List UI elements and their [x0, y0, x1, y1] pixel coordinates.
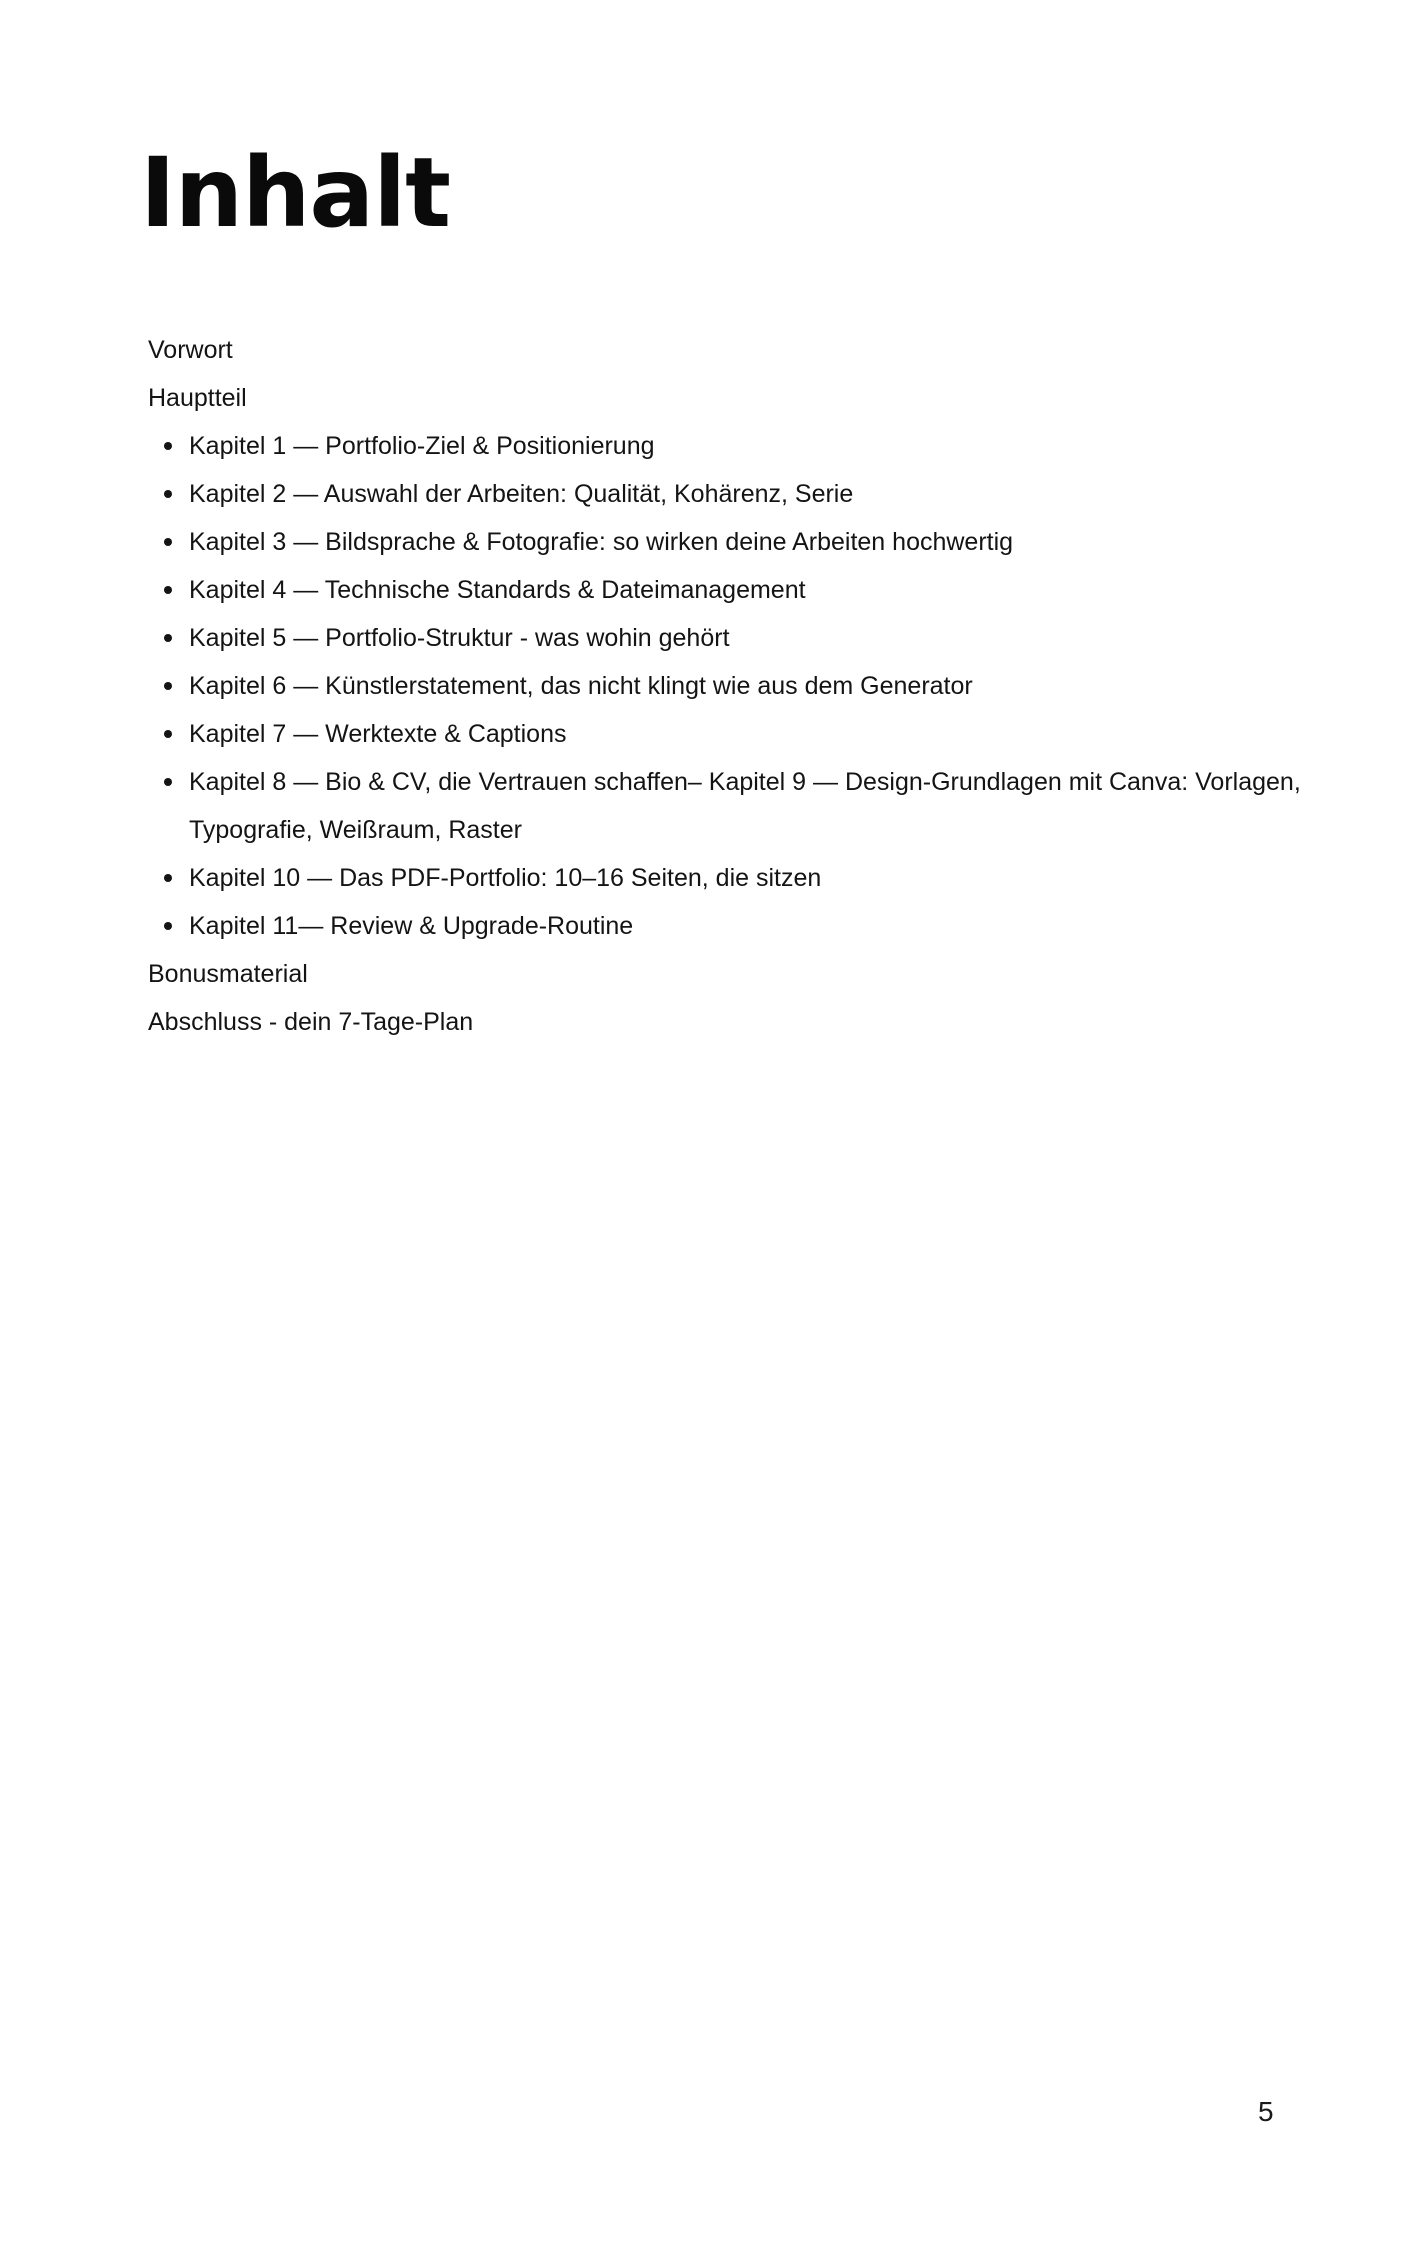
toc-chapter-8-9: Kapitel 8 — Bio & CV, die Vertrauen schaffen– Kapitel 9 — Design-Grundlagen mit Canva: Vorlagen, Typografie, Weißraum, Raster — [148, 758, 1308, 854]
toc-chapter-5: Kapitel 5 — Portfolio-Struktur - was wohin gehört — [148, 614, 1308, 662]
toc-chapter-11: Kapitel 11— Review & Upgrade-Routine — [148, 902, 1308, 950]
chapter-list — [148, 422, 1308, 950]
toc-chapter-3: Kapitel 3 — Bildsprache & Fotografie: so wirken deine Arbeiten hochwertig — [148, 518, 1308, 566]
toc-chapter-1: Kapitel 1 — Portfolio-Ziel & Positionierung — [148, 422, 1308, 470]
toc-entry-vorwort: Vorwort — [148, 336, 233, 364]
toc-chapter-7: Kapitel 7 — Werktexte & Captions — [148, 710, 1308, 758]
toc-chapter-6: Kapitel 6 — Künstlerstatement, das nicht klingt wie aus dem Generator — [148, 662, 1308, 710]
toc-entry-bonusmaterial: Bonusmaterial — [148, 960, 308, 988]
table-of-contents — [148, 326, 1308, 1046]
toc-entry-hauptteil: Hauptteil — [148, 384, 247, 412]
toc-chapter-2: Kapitel 2 — Auswahl der Arbeiten: Qualität, Kohärenz, Serie — [148, 470, 1308, 518]
page-title: Inhalt — [140, 137, 450, 249]
toc-chapter-4: Kapitel 4 — Technische Standards & Dateimanagement — [148, 566, 1308, 614]
toc-chapter-10: Kapitel 10 — Das PDF-Portfolio: 10–16 Seiten, die sitzen — [148, 854, 1308, 902]
page-number: 5 — [1258, 2096, 1274, 2127]
toc-entry-abschluss: Abschluss - dein 7-Tage-Plan — [148, 1008, 474, 1036]
